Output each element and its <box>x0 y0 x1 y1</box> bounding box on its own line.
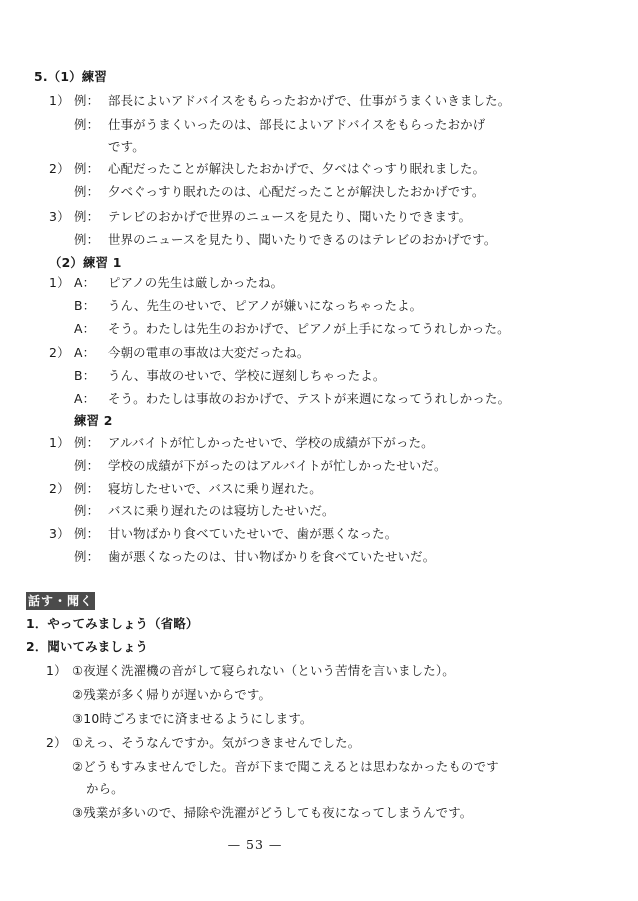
example-text: バスに乗り遅れたのは寝坊したせいだ。 <box>108 503 335 518</box>
example-label: 例： <box>74 209 100 224</box>
example-text: 世界のニュースを見たり、聞いたりできるのはテレビのおかげです。 <box>108 232 497 247</box>
example-label: 例： <box>74 503 100 518</box>
example-label: 例： <box>74 458 100 473</box>
answer-text: ③10時ごろまでに済ませるようにします。 <box>72 711 313 726</box>
dialogue-text: そう。わたしは事故のおかげで、テストが来週になってうれしかった。 <box>108 391 511 406</box>
dialogue-text: そう。わたしは先生のおかげで、ピアノが上手になってうれしかった。 <box>108 321 510 336</box>
speak-listen-badge: 話す・聞く <box>27 594 93 608</box>
dialogue-text: ピアノの先生は厳しかったね。 <box>108 275 284 290</box>
example-text: 甘い物ばかり食べていたせいで、歯が悪くなった。 <box>108 526 398 541</box>
answer-text: ②残業が多く帰りが遅いからです。 <box>72 687 272 702</box>
answer-text: ①えっ、そうなんですか。気がつきませんでした。 <box>72 735 361 750</box>
example-text: 歯が悪くなったのは、甘い物ばかりを食べていたせいだ。 <box>108 549 436 564</box>
answer-text: から。 <box>86 781 124 796</box>
speaker-label: A： <box>74 321 96 336</box>
example-label: 例： <box>74 435 100 450</box>
example-text: 学校の成績が下がったのはアルバイトが忙しかったせいだ。 <box>108 458 447 473</box>
item-number: 1） <box>49 275 70 290</box>
speaker-label: B： <box>74 298 96 313</box>
example-label: 例： <box>74 117 100 132</box>
item-number: 3） <box>49 526 70 541</box>
answer-text: ③残業が多いので、掃除や洗濯がどうしても夜になってしまうんです。 <box>72 805 473 820</box>
example-text: テレビのおかげで世界のニュースを見たり、聞いたりできます。 <box>108 209 472 224</box>
item-number: 3） <box>49 209 70 224</box>
task-heading-text: 2．聞いてみましょう <box>26 639 149 654</box>
answer-text: ①夜遅く洗濯機の音がして寝られない（という苦情を言いました）。 <box>72 663 455 678</box>
subsection-heading-text: 練習 2 <box>74 413 113 428</box>
speaker-label: A： <box>74 275 96 290</box>
item-number: 2） <box>49 481 70 496</box>
example-text: 心配だったことが解決したおかげで、夕べはぐっすり眠れました。 <box>108 161 486 176</box>
item-number: 1） <box>46 663 67 678</box>
task-heading-text: 1．やってみましょう（省略） <box>26 616 199 631</box>
item-number: 1） <box>49 435 70 450</box>
example-text: 部長によいアドバイスをもらったおかげで、仕事がうまくいきました。 <box>108 93 511 108</box>
page-number: — 53 — <box>227 837 283 852</box>
item-number: 2） <box>46 735 67 750</box>
item-number: 2） <box>49 161 70 176</box>
dialogue-text: うん、先生のせいで、ピアノが嫌いになっちゃったよ。 <box>108 298 423 313</box>
answer-text: ②どうもすみませんでした。音が下まで聞こえるとは思わなかったものです <box>72 759 499 774</box>
item-number: 2） <box>49 345 70 360</box>
example-text: アルバイトが忙しかったせいで、学校の成績が下がった。 <box>108 435 434 450</box>
item-number: 1） <box>49 93 70 108</box>
example-label: 例： <box>74 549 100 564</box>
section-heading-text: 5.（1）練習 <box>34 69 107 84</box>
example-text: です。 <box>108 139 145 154</box>
example-text: 寝坊したせいで、バスに乗り遅れた。 <box>108 481 322 496</box>
speaker-label: B： <box>74 368 96 383</box>
example-label: 例： <box>74 161 100 176</box>
subsection-heading-text: （2）練習 1 <box>49 255 122 270</box>
speaker-label: A： <box>74 391 96 406</box>
example-label: 例： <box>74 184 100 199</box>
example-label: 例： <box>74 93 100 108</box>
example-label: 例： <box>74 481 100 496</box>
dialogue-text: 今朝の電車の事故は大変だったね。 <box>108 345 310 360</box>
example-text: 仕事がうまくいったのは、部長によいアドバイスをもらったおかげ <box>108 117 486 132</box>
example-label: 例： <box>74 232 100 247</box>
speaker-label: A： <box>74 345 96 360</box>
example-label: 例： <box>74 526 100 541</box>
example-text: 夕べぐっすり眠れたのは、心配だったことが解決したおかげです。 <box>108 184 485 199</box>
dialogue-text: うん、事故のせいで、学校に遅刻しちゃったよ。 <box>108 368 386 383</box>
